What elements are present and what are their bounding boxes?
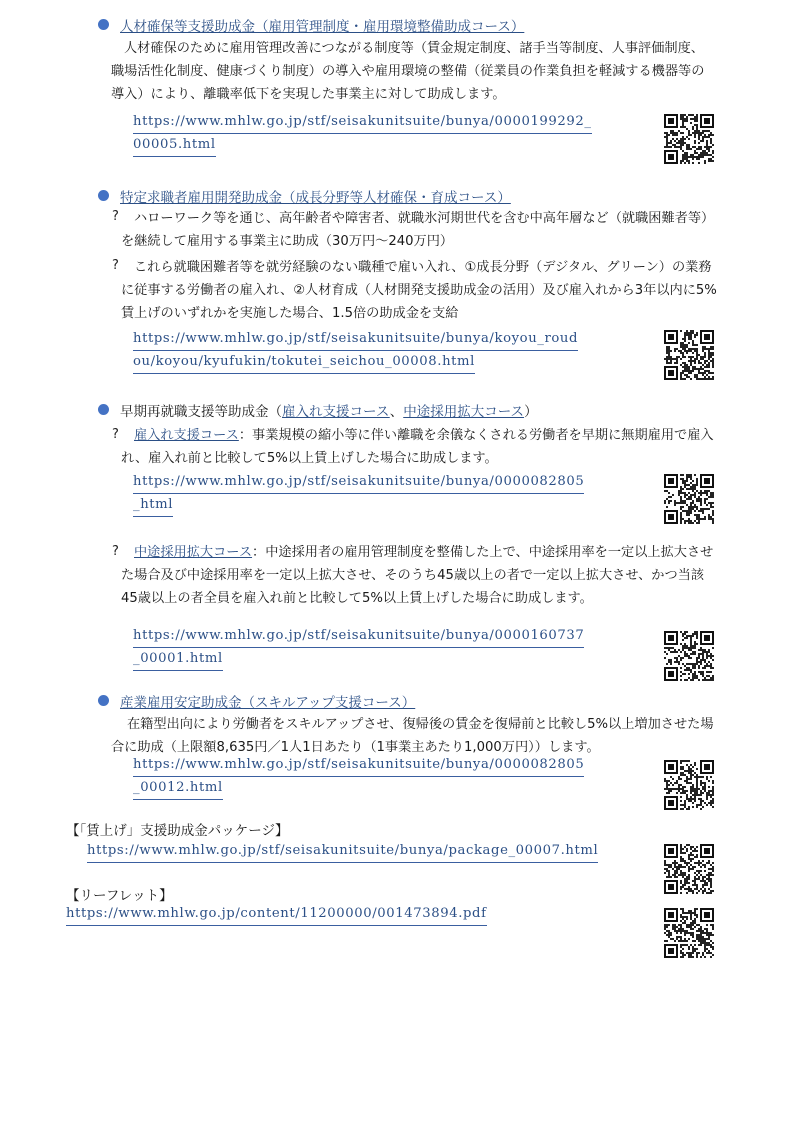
url-link[interactable]: https://www.mhlw.go.jp/stf/seisakunitsuite/bunya/0000160737 _00001.html <box>133 625 584 671</box>
title-link-midcareer[interactable]: 中途採用拡大コース <box>403 404 525 420</box>
url-link[interactable]: https://www.mhlw.go.jp/stf/seisakunitsuite/bunya/koyou_roud ou/koyou/kyufukin/tokutei_seichou_00008.html <box>133 328 578 374</box>
course-link-midcareer[interactable]: 中途採用拡大コース <box>134 545 253 560</box>
list-item: ハローワーク等を通じ、高年齢者や障害者、就職氷河期世代を含む中高年層など（就職困難者等）を継続して雇用する事業主に助成（30万円～240万円） <box>121 211 715 249</box>
url-link[interactable]: https://www.mhlw.go.jp/stf/seisakunitsuite/bunya/0000082805 _00012.html <box>133 754 584 800</box>
qr-code-icon <box>664 844 714 894</box>
section-title: 早期再就職支援等助成金（雇入れ支援コース、中途採用拡大コース） <box>120 404 538 420</box>
title-link-hire[interactable]: 雇入れ支援コース <box>282 404 390 420</box>
bullet-icon <box>98 190 109 201</box>
question-mark-bullet: ? <box>112 427 119 442</box>
bullet-icon <box>98 695 109 706</box>
question-mark-bullet: ? <box>112 544 119 559</box>
qr-code-icon <box>664 631 714 681</box>
course-link-hire[interactable]: 雇入れ支援コース <box>134 428 239 443</box>
qr-code-icon <box>664 330 714 380</box>
package-heading: 【「賃上げ」支援助成金パッケージ】 <box>66 823 289 839</box>
section-title-link[interactable]: 産業雇用安定助成金（スキルアップ支援コース） <box>120 695 416 711</box>
section-body: 在籍型出向により労働者をスキルアップさせ、復帰後の賃金を復帰前と比較し5%以上増加させた場合に助成（上限額8,635円／1人1日あたり（1事業主あたり1,000万円））します。 <box>111 717 714 755</box>
qr-code-icon <box>664 760 714 810</box>
leaflet-url-link[interactable]: https://www.mhlw.go.jp/content/11200000/001473894.pdf <box>66 903 487 926</box>
bullet-icon <box>98 404 109 415</box>
section-body: 人材確保のために雇用管理改善につながる制度等（賃金規定制度、諸手当等制度、人事評価制度、職場活性化制度、健康づくり制度）の導入や雇用環境の整備（従業員の作業負担を軽減する機器等の導入）により、離職率低下を実現した事業主に対して助成します。 <box>111 41 705 102</box>
bullet-icon <box>98 19 109 30</box>
url-link[interactable]: https://www.mhlw.go.jp/stf/seisakunitsuite/bunya/0000082805 _html <box>133 471 584 517</box>
section-title-link[interactable]: 特定求職者雇用開発助成金（成長分野等人材確保・育成コース） <box>120 190 511 206</box>
list-item: これら就職困難者等を就労経験のない職種で雇い入れ、①成長分野（デジタル、グリーン）の業務に従事する労働者の雇入れ、②人材育成（人材開発支援助成金の活用）及び雇入れから3年以内に5%賃上げのいずれかを実施した場合、1.5倍の助成金を支給 <box>121 260 717 321</box>
question-mark-bullet: ? <box>112 258 119 273</box>
question-mark-bullet: ? <box>112 209 119 224</box>
qr-code-icon <box>664 474 714 524</box>
qr-code-icon <box>664 114 714 164</box>
list-item: 中途採用拡大コース：中途採用者の雇用管理制度を整備した上で、中途採用率を一定以上拡大させた場合及び中途採用率を一定以上拡大させ、そのうち45歳以上の者で一定以上拡大させ、かつ当該45歳以上の者全員を雇入れ前と比較して5%以上賃上げした場合に助成します。 <box>121 545 714 606</box>
package-url-link[interactable]: https://www.mhlw.go.jp/stf/seisakunitsuite/bunya/package_00007.html <box>87 840 598 863</box>
list-item: 雇入れ支援コース：事業規模の縮小等に伴い離職を余儀なくされる労働者を早期に無期雇用で雇入れ、雇入れ前と比較して5%以上賃上げした場合に助成します。 <box>121 428 714 466</box>
section-title-link[interactable]: 人材確保等支援助成金（雇用管理制度・雇用環境整備助成コース） <box>120 19 525 35</box>
leaflet-heading: 【リーフレット】 <box>66 888 173 904</box>
qr-code-icon <box>664 908 714 958</box>
url-link[interactable]: https://www.mhlw.go.jp/stf/seisakunitsuite/bunya/0000199292_ 00005.html <box>133 111 592 157</box>
